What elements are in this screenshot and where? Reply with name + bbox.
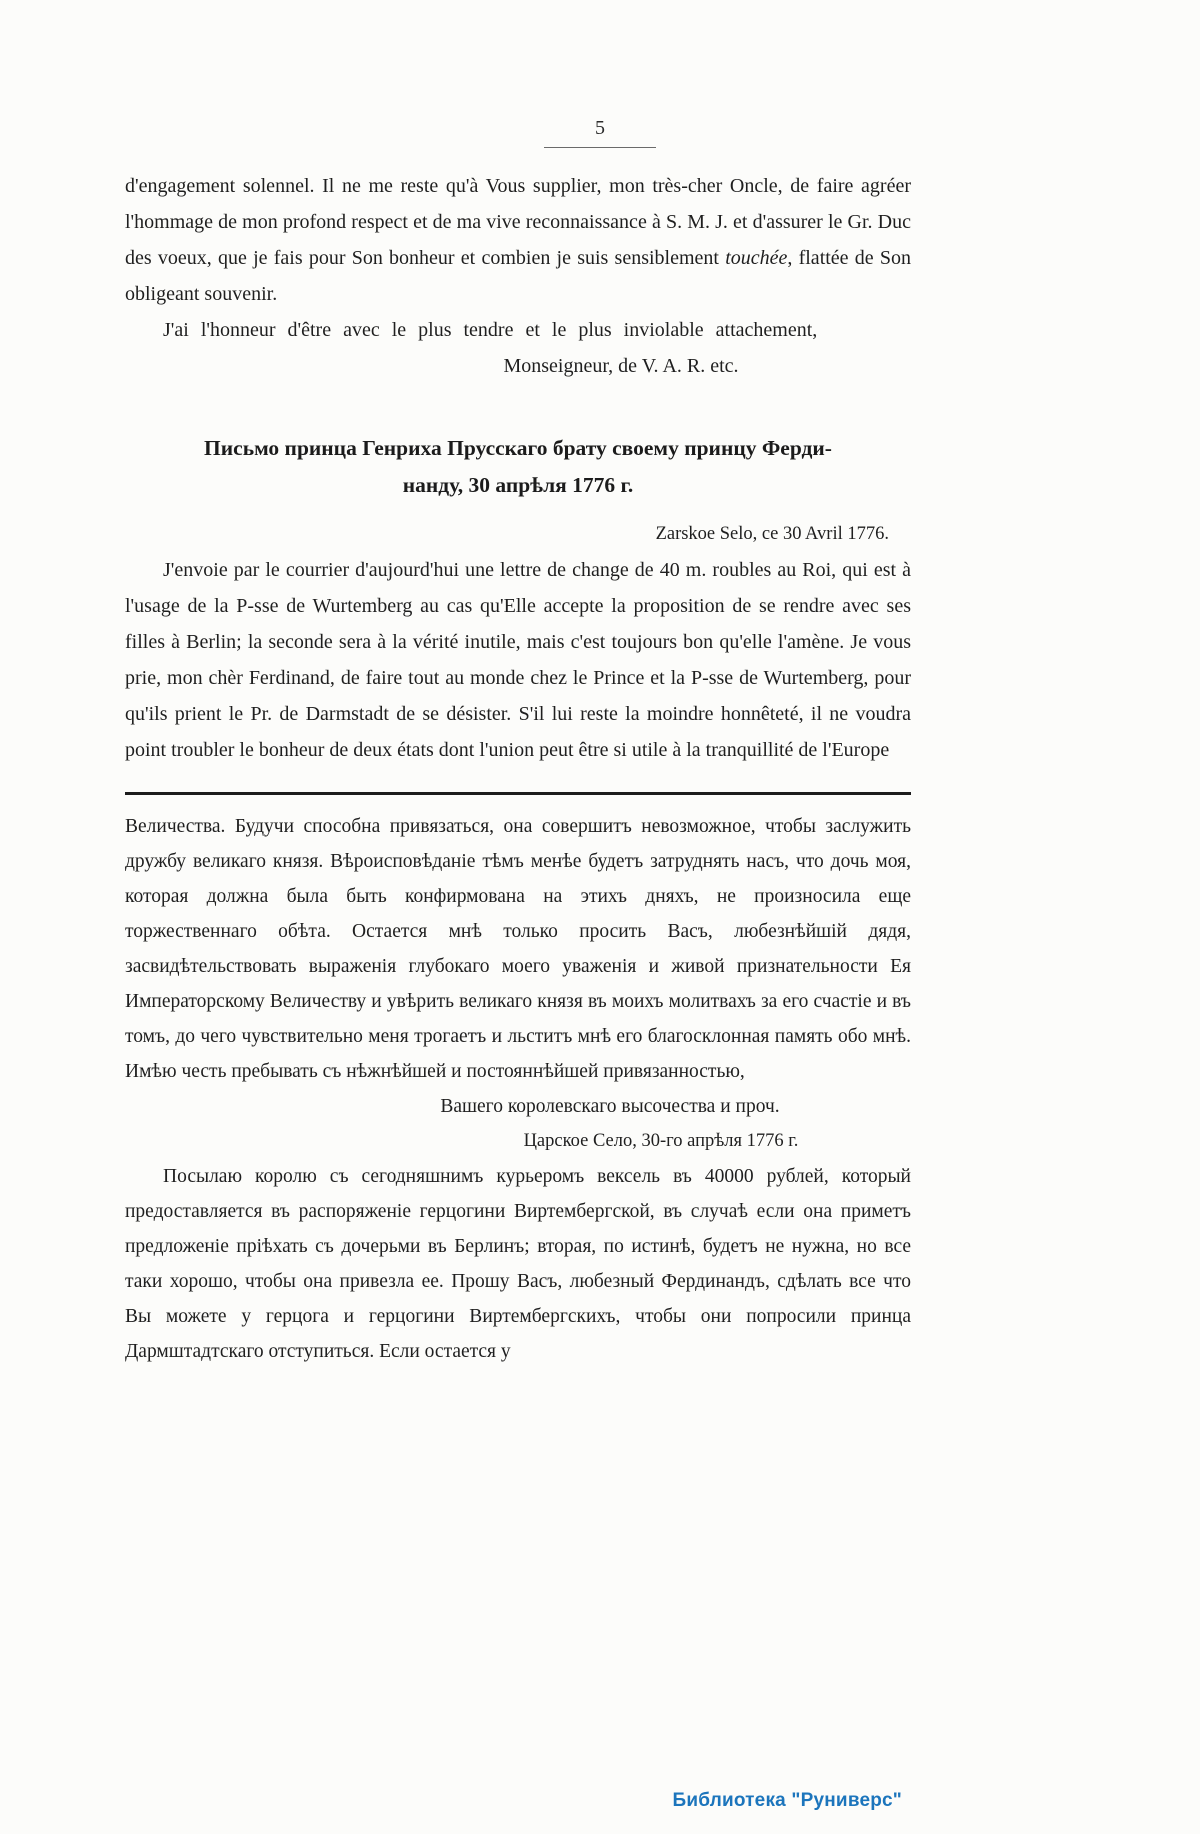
russian-closing: Вашего королевскаго высочества и проч. bbox=[440, 1096, 780, 1117]
page-number-rule bbox=[544, 147, 656, 148]
library-watermark: Библиотека "Руниверс" bbox=[672, 1790, 902, 1811]
french-letter-closing: Monseigneur, de V. A. R. etc. bbox=[503, 355, 739, 377]
letter-heading-line1: Письмо принца Генриха Прусскаго брату своему принцу Ферди- bbox=[204, 436, 832, 460]
page-number: 5 bbox=[595, 117, 605, 139]
french-letter-body: J'envoie par le courrier d'aujourd'hui une lettre de change de 40 m. roubles au Roi, qui est à l'usage de la P-sse de Wurtemberg au cas qu'Elle accepte la proposition de se rendre avec ses filles à Berlin; la seconde sera à la vérité inutile, mais c'est toujours bon qu'elle l'amène. Je vous prie, mon chèr Ferdinand, de faire tout au monde chez le Prince et la P-sse de Wurtemberg, pour qu'ils prient le Pr. de Darmstadt de se désister. S'il lui reste la moindre honnêteté, il ne voudra point troubler le bonheur de deux états dont l'union peut être si utile à la tranquillité de l'Europe bbox=[125, 559, 911, 761]
letter-dateline: Zarskoe Selo, ce 30 Avril 1776. bbox=[655, 524, 889, 544]
russian-translation-section bbox=[125, 809, 911, 1369]
russian-paragraph-1: Величества. Будучи способна привязаться, она совершитъ невозможное, чтобы заслужить дружбу великаго князя. Вѣроисповѣданіе тѣмъ менѣе будетъ затруднять насъ, что дочь моя, которая должна была быть конфирмована на этихъ дняхъ, не произносила еще торжественнаго обѣта. Остается мнѣ только просить Васъ, любезнѣйшій дядя, засвидѣтельствовать выраженія глубокаго моего уваженія и живой признательности Ея Императорскому Величеству и увѣрить великаго князя въ моихъ молитвахъ за его счастіе и въ томъ, до чего чувствительно меня трогаетъ и льститъ мнѣ его благосклонная память обо мнѣ. Имѣю честь пребывать съ нѣжнѣйшей и постояннѣйшей привязанностью, bbox=[125, 816, 911, 1082]
russian-paragraph-2: Посылаю королю съ сегодняшнимъ курьеромъ вексель въ 40000 рублей, который предоставляется въ распоряженіе герцогини Виртембергской, въ случаѣ если она приметъ предложеніе пріѣхать съ дочерьми въ Берлинъ; вторая, по истинѣ, будетъ не нужна, но все таки хорошо, чтобы она привезла ее. Прошу Васъ, любезный Фердинандъ, сдѣлать все что Вы можете у герцога и герцогини Виртембергскихъ, чтобы они попросили принца Дармштадтскаго отступиться. Если остается у bbox=[125, 1166, 911, 1362]
french-letter-text-start: d'engagement solennel. Il ne me reste qu'à Vous supplier, mon très-cher Oncle, de faire agréer l'hommage de mon profond respect et de ma vive reconnaissance à S. M. J. et d'assurer le Gr. Duc des voeux, que je fais pour Son bonheur et combien je suis sensiblement bbox=[125, 175, 911, 269]
page-content bbox=[125, 168, 911, 768]
page-header bbox=[0, 0, 1200, 148]
translation-divider-rule bbox=[125, 792, 911, 795]
letter-heading-line2: нанду, 30 апрѣля 1776 г. bbox=[402, 473, 634, 497]
russian-dateline: Царское Село, 30-го апрѣля 1776 г. bbox=[523, 1131, 799, 1151]
french-letter-paragraph-1 bbox=[125, 168, 911, 312]
french-letter-paragraph-2: J'ai l'honneur d'être avec le plus tendre et le plus inviolable attachement, bbox=[163, 319, 818, 341]
letter-heading bbox=[125, 430, 911, 504]
french-letter-italic-word: touchée bbox=[725, 247, 788, 269]
french-letter-text-end: , flattée de Son obligeant souvenir. bbox=[125, 247, 911, 305]
